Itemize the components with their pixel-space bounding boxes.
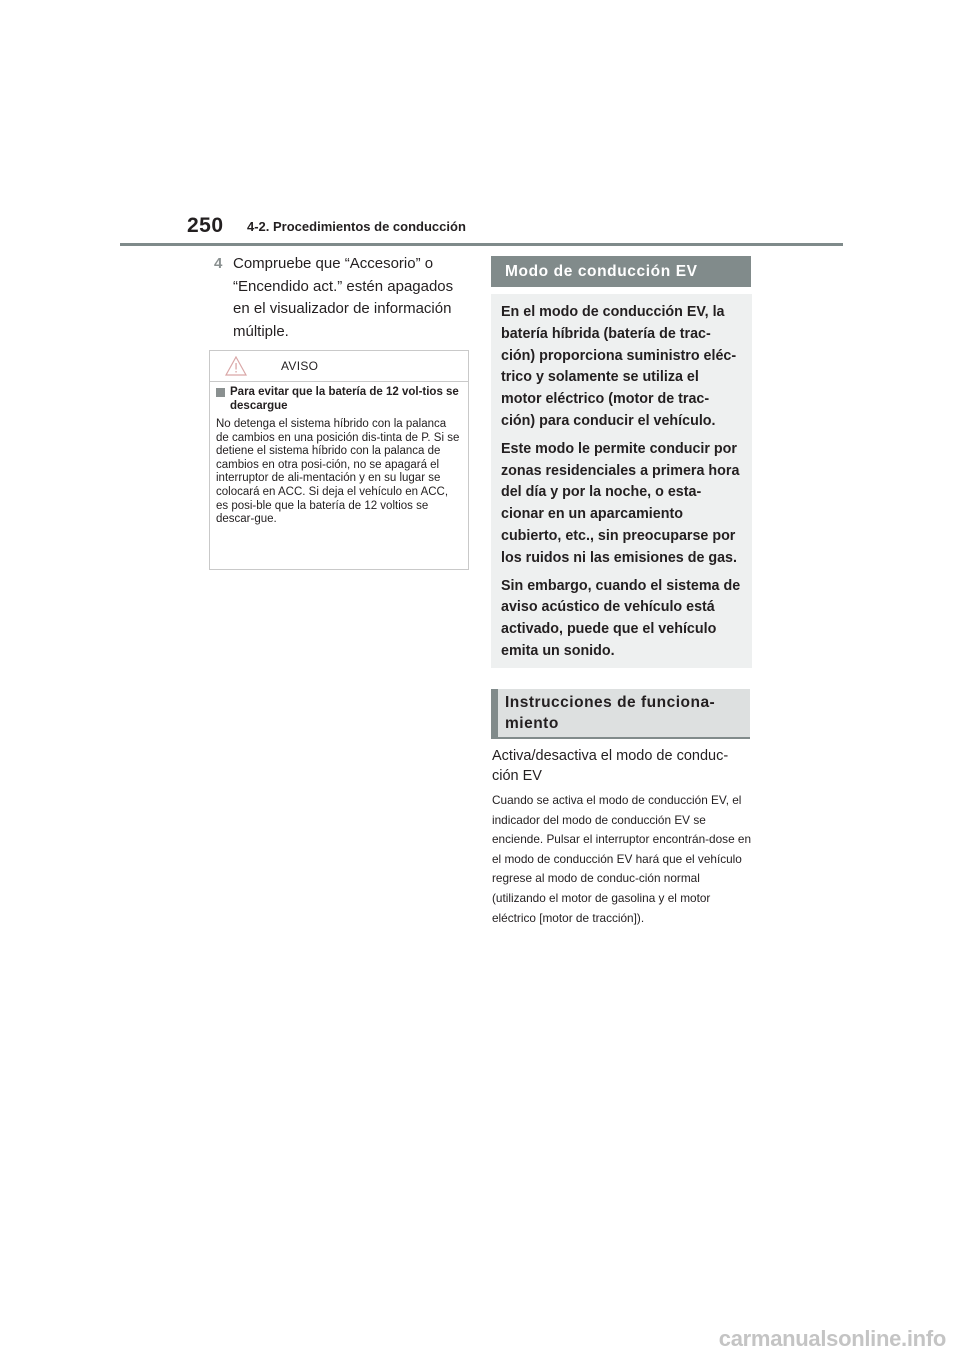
notice-text: No detenga el sistema híbrido con la palanca de cambios en una posición dis-tinta de P. Si se detiene el sistema híbrido con la palanca de cambios en otra posi-ción, no se apagará el interruptor de ali-mentación y en su lugar se colocará en ACC. Si deja el vehículo en ACC, es posi-ble que la batería de 12 voltios se descar-gue. [216, 418, 460, 526]
intro-paragraph: Sin embargo, cuando el sistema de aviso acústico de vehículo está activado, puede que el vehículo emita un sonido. [501, 577, 741, 659]
notice-box [209, 350, 469, 570]
notice-subhead [216, 386, 460, 413]
instructions-lead: Activa/desactiva el modo de conduc-ción EV [492, 748, 729, 784]
header-divider [120, 243, 843, 246]
instructions-heading: Instrucciones de funciona-miento [491, 689, 750, 739]
section-title: 4-2. Procedimientos de conducción [247, 219, 466, 234]
step-number: 4 [214, 255, 223, 272]
intro-paragraph: En el modo de conducción EV, la batería híbrida (batería de trac-ción) proporciona suministro eléc-trico y solamente se utiliza el motor eléctrico (motor de trac-ción) para conducir el vehículo. [501, 304, 737, 429]
warning-triangle-icon [225, 356, 247, 376]
step-text: Compruebe que “Accesorio” o “Encendido act.” estén apagados en el visualizador de información múltiple. [233, 255, 454, 340]
intro-paragraph: Este modo le permite conducir por zonas residenciales a primera hora del día y por la noche, o esta-cionar en un aparcamiento cubierto, etc., sin preocuparse por los ruidos ni las emisiones de gas. [501, 440, 740, 566]
ev-mode-heading: Modo de conducción EV [491, 256, 751, 287]
notice-header [210, 351, 468, 382]
notice-label: AVISO [281, 359, 319, 373]
notice-subhead-text: Para evitar que la batería de 12 vol-tios se descargue [230, 386, 459, 412]
page-number: 250 [187, 214, 224, 237]
square-bullet-icon [216, 388, 225, 397]
ev-mode-intro-box [491, 294, 752, 668]
footer-watermark: carmanualsonline.info [718, 1326, 946, 1351]
instructions-body: Cuando se activa el modo de conducción EV, el indicador del modo de conducción EV se enciende. Pulsar el interruptor encontrán-dose en el modo de conducción EV hará que el vehículo regrese al modo de conduc-ción normal (utilizando el motor de gasolina y el motor eléctrico [motor de tracción]). [492, 793, 752, 925]
step-item [214, 253, 464, 343]
